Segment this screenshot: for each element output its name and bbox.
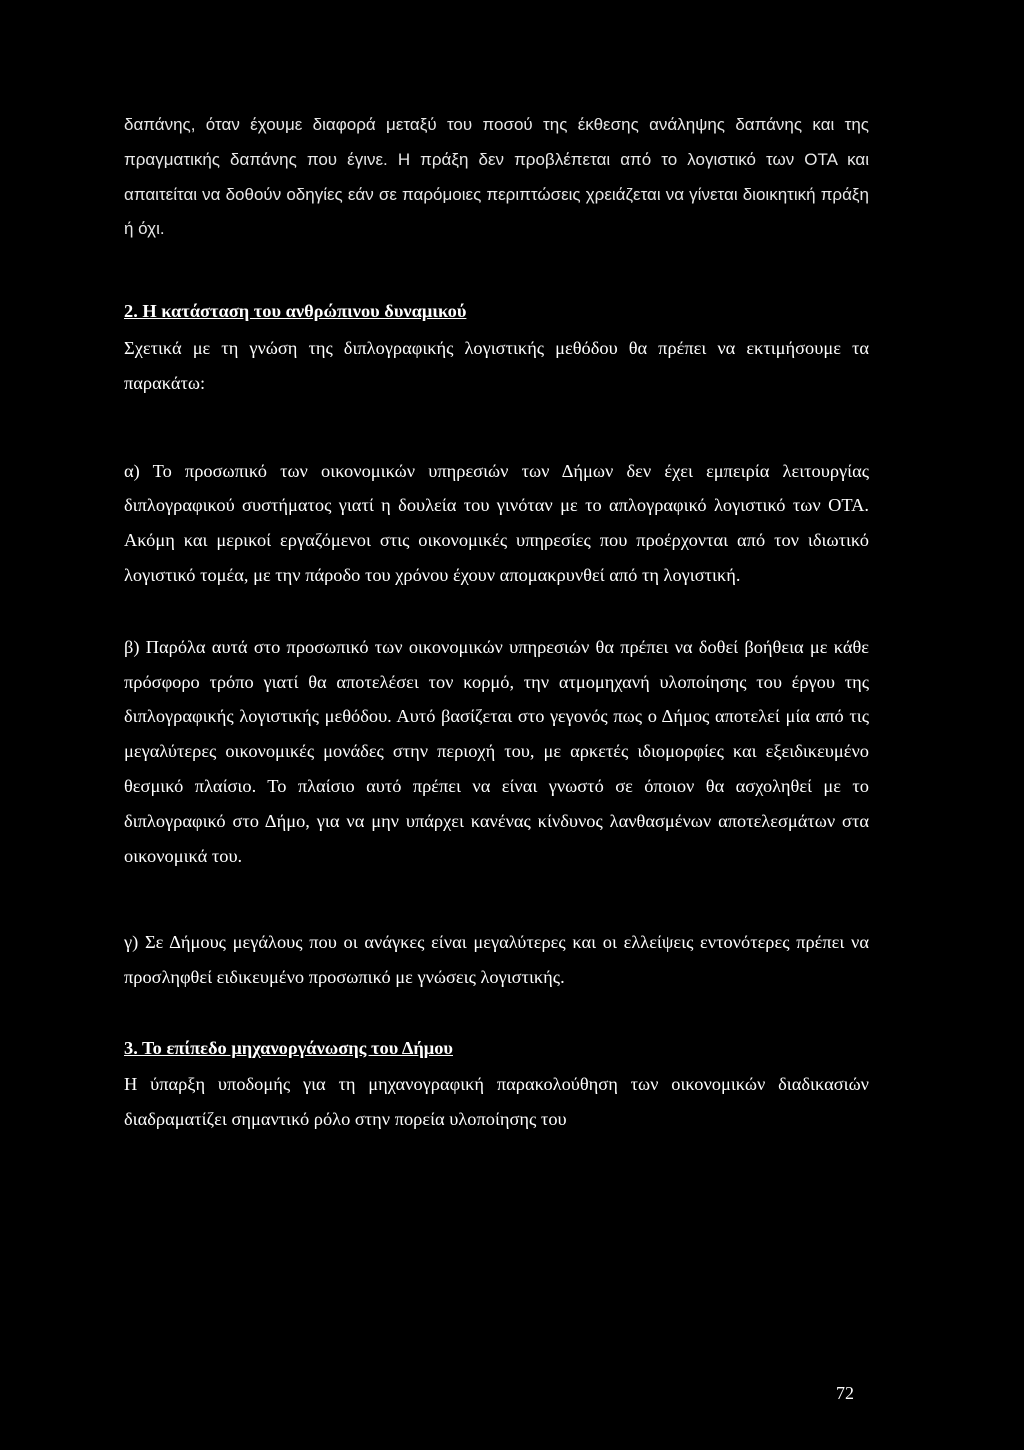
section-3-paragraph: Η ύπαρξη υποδομής για τη μηχανογραφική παρακολούθηση των οικονομικών διαδικασιών διαδραματίζει σημαντικό ρόλο στην πορεία υλοποίησης του [124, 1073, 869, 1129]
item-c-paragraph: γ) Σε Δήμους μεγάλους που οι ανάγκες είναι μεγαλύτερες και οι ελλείψεις εντονότερες πρέπει να προσληφθεί ειδικευμένο προσωπικό με γνώσεις λογιστικής. [124, 932, 869, 988]
item-a-paragraph: α) Το προσωπικό των οικονομικών υπηρεσιών των Δήμων δεν έχει εμπειρία λειτουργίας διπλογραφικού συστήματος γιατί η δουλεία του γινόταν με το απλογραφικό λογιστικό των ΟΤΑ. Ακόμη και μερικοί εργαζόμενοι στις οικονομικές υπηρεσίες που προέρχονται από τον ιδιωτικό λογιστικό τομέα, με την πάροδο του χρόνου έχουν απομακρυνθεί από τη λογιστική. [124, 460, 869, 585]
section-2-heading: 2. Η κατάσταση του ανθρώπινου δυναμικού [124, 301, 467, 322]
paragraph-continuation: δαπάνης, όταν έχουμε διαφορά μεταξύ του ποσού της έκθεσης ανάληψης δαπάνης και της πραγματικής δαπάνης που έγινε. Η πράξη δεν προβλέπεται από το λογιστικό των ΟΤΑ και απαιτείται να δοθούν οδηγίες εάν σε παρόμοιες περιπτώσεις χρειάζεται να γίνεται διοικητική πράξη ή όχι. [124, 115, 869, 239]
item-b-paragraph: β) Παρόλα αυτά στο προσωπικό των οικονομικών υπηρεσιών θα πρέπει να δοθεί βοήθεια με κάθε πρόσφορο τρόπο γιατί θα αποτελέσει τον κορμό, την ατμομηχανή υλοποίησης του έργου της διπλογραφικής λογιστικής μεθόδου. Αυτό βασίζεται στο γεγονός πως ο Δήμος αποτελεί μία από τις μεγαλύτερες οικονομικές μονάδες στην περιοχή του, με αρκετές ιδιομορφίες και εξειδικευμένο θεσμικό πλαίσιο. Το πλαίσιο αυτό πρέπει να είναι γνωστό σε όποιον θα ασχοληθεί με το διπλογραφικό στο Δήμο, για να μην υπάρχει κανένας κίνδυνος λανθασμένων αποτελεσμάτων στα οικονομικά του. [124, 636, 869, 866]
section-3-heading: 3. Το επίπεδο μηχανοργάνωσης του Δήμου [124, 1037, 453, 1058]
section-2-intro: Σχετικά με τη γνώση της διπλογραφικής λογιστικής μεθόδου θα πρέπει να εκτιμήσουμε τα παρακάτω: [124, 337, 869, 393]
page-number: 72 [836, 1383, 854, 1403]
document-page [124, 108, 869, 1136]
